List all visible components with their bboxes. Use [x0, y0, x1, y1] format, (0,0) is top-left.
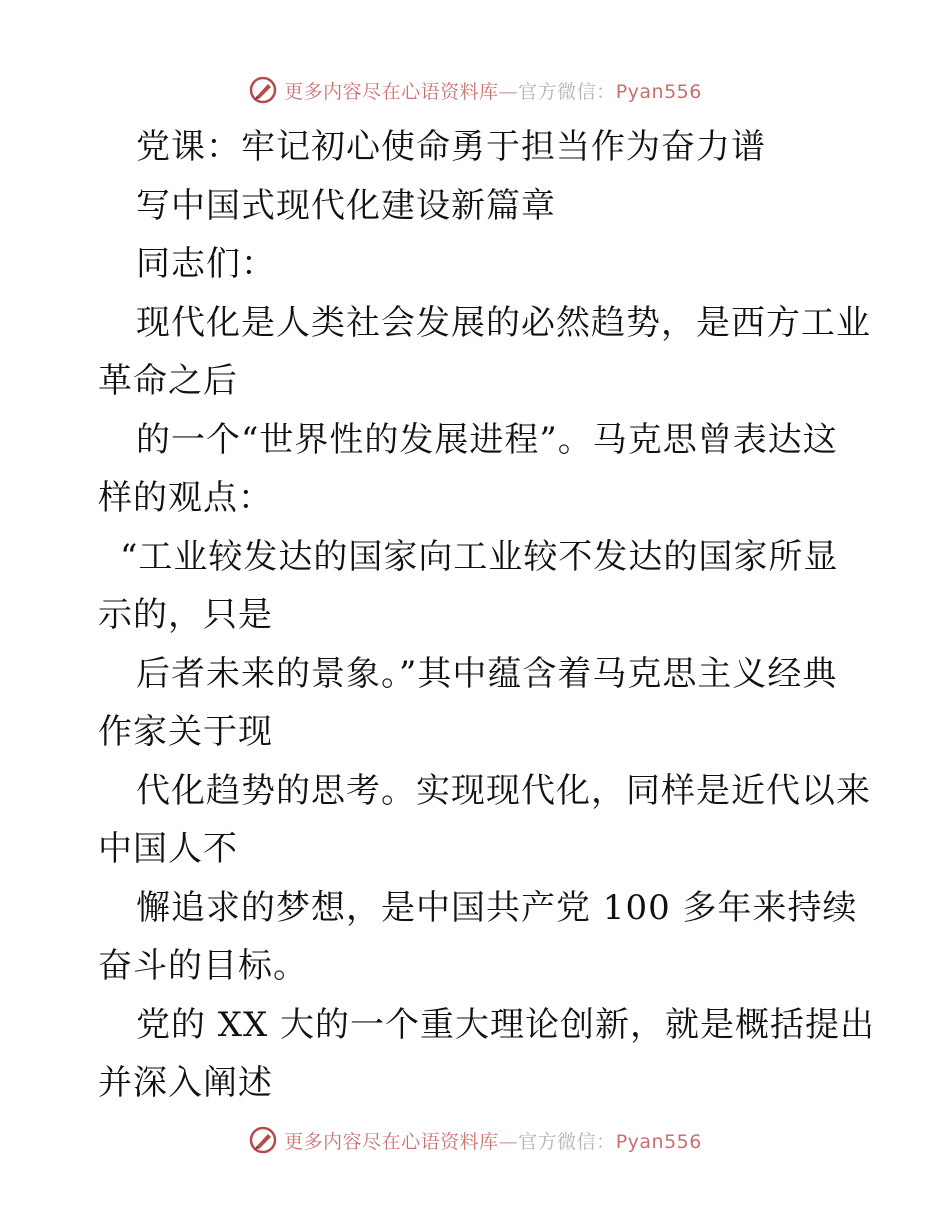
text-line: 党的 XX 大的一个重大理论创新，就是概括提出 [136, 1004, 876, 1045]
title-line-1: 党课：牢记初心使命勇于担当作为奋力谱 [136, 127, 766, 167]
footer-banner [0, 1120, 950, 1160]
document-body [98, 118, 876, 1113]
banner-text [284, 1127, 702, 1154]
banner-wechat-id: Pyan556 [615, 1130, 702, 1153]
banner-main-text: 更多内容尽在心语资料库 [284, 1130, 499, 1153]
banner-wechat-label: 官方微信： [518, 80, 616, 103]
text-line: 奋斗的目标。 [98, 946, 308, 986]
text-line: 代化趋势的思考。实现现代化，同样是近代以来 [136, 770, 871, 811]
banner-dash: — [498, 80, 519, 103]
banner-dash: — [498, 1130, 519, 1153]
pen-nib-logo-icon [248, 1125, 278, 1155]
banner-wechat-id: Pyan556 [615, 80, 702, 103]
salutation-line: 同志们： [136, 244, 276, 284]
header-banner [0, 70, 950, 110]
banner-main-text: 更多内容尽在心语资料库 [284, 80, 499, 103]
banner-wechat-label: 官方微信： [518, 1130, 616, 1153]
title-line-2: 写中国式现代化建设新篇章 [136, 185, 556, 226]
text-line: 示的，只是 [98, 595, 273, 635]
text-line: 的一个“世界性的发展进程”。马克思曾表达这 [136, 419, 838, 460]
pen-nib-logo-icon [248, 75, 278, 105]
text-line: 革命之后 [98, 361, 238, 401]
text-line: 作家关于现 [98, 712, 273, 752]
text-line: 后者未来的景象。”其中蕴含着马克思主义经典 [136, 653, 838, 694]
text-line: 并深入阐述 [98, 1063, 273, 1103]
text-line: 中国人不 [98, 829, 238, 869]
text-line: 样的观点： [98, 478, 273, 518]
text-line: 懈追求的梦想，是中国共产党 100 多年来持续 [136, 887, 858, 928]
text-line: 现代化是人类社会发展的必然趋势，是西方工业 [136, 302, 871, 343]
text-line: “工业较发达的国家向工业较不发达的国家所显 [120, 536, 839, 577]
banner-text [284, 77, 702, 104]
